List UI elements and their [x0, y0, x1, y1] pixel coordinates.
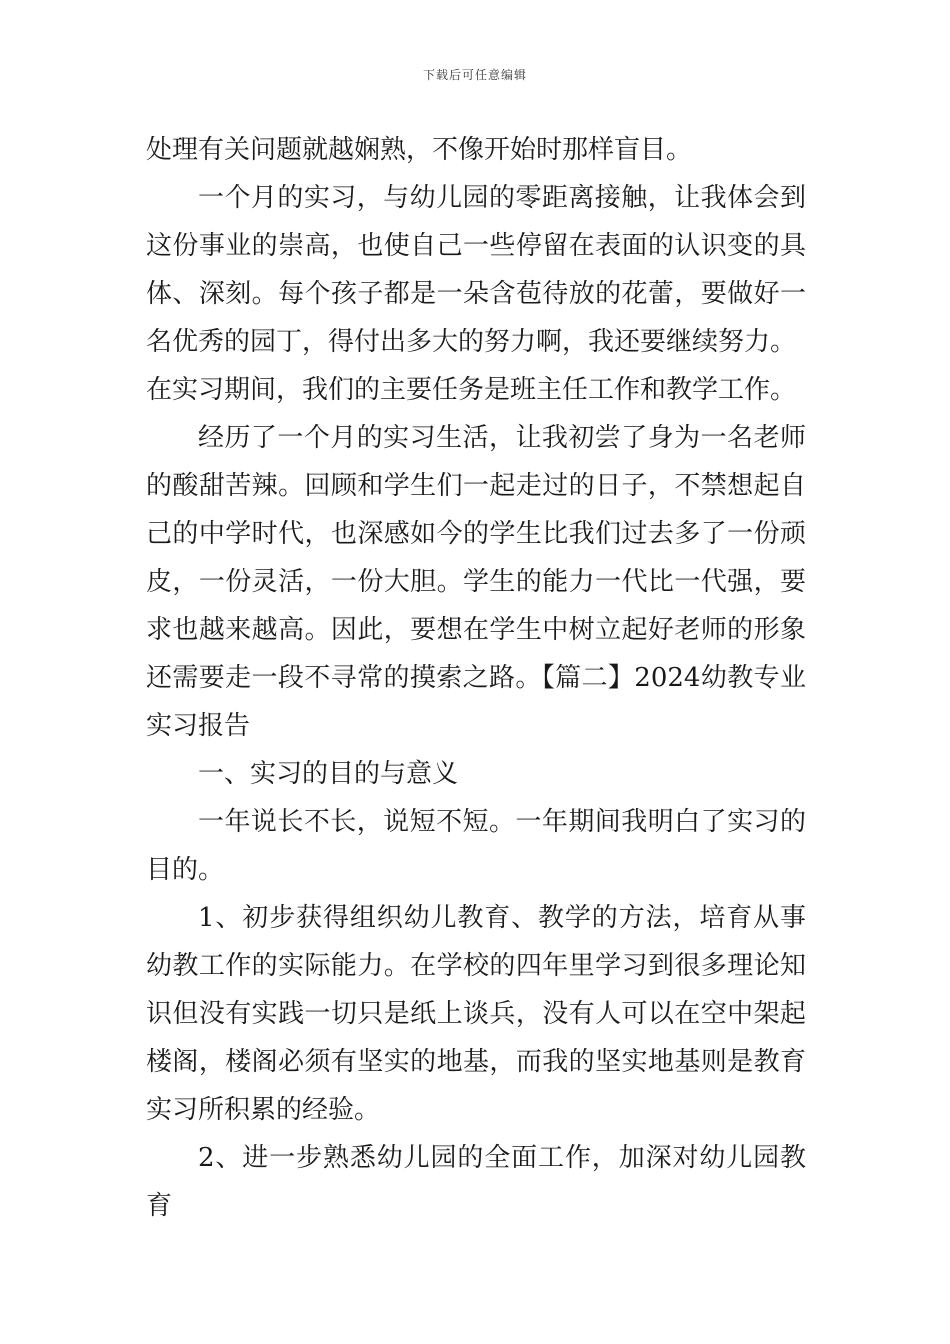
paragraph-2: 一个月的实习，与幼儿园的零距离接触，让我体会到这份事业的崇高，也使自己一些停留在表面的认识变的具体、深刻。每个孩子都是一朵含苞待放的花蕾，要做好一名优秀的园丁，得付出多大的努力啊，我还要继续努力。: [146, 183, 806, 357]
paragraph-7: 2、进一步熟悉幼儿园的全面工作，加深对幼儿园教育: [146, 1143, 806, 1221]
header-note: 下载后可任意编辑: [422, 68, 527, 82]
paragraph-4: 经历了一个月的实习生活，让我初尝了身为一名老师的酸甜苦辣。回顾和学生们一起走过的日子，不禁想起自己的中学时代，也深感如今的学生比我们过去多了一份顽皮，一份灵活，一份大胆。学生的能力一代比一代强，要求也越来越高。因此，要想在学生中树立起好老师的形象还需要走一段不寻常的摸索之路。【篇二】2024幼教专业实习报告: [146, 423, 806, 741]
paragraph-5: 一年说长不长，说短不短。一年期间我明白了实习的目的。: [146, 807, 806, 885]
paragraph-1: 处理有关问题就越娴熟，不像开始时那样盲目。: [146, 135, 693, 165]
document-body: [146, 126, 806, 1230]
paragraph-6: 1、初步获得组织幼儿教育、教学的方法，培育从事幼教工作的实际能力。在学校的四年里学习到很多理论知识但没有实践一切只是纸上谈兵，没有人可以在空中架起楼阁，楼阁必须有坚实的地基，而我的坚实地基则是教育实习所积累的经验。: [146, 903, 806, 1125]
paragraph-3: 在实习期间，我们的主要任务是班主任工作和教学工作。: [146, 375, 797, 405]
section-heading: 一、实习的目的与意义: [198, 759, 459, 789]
